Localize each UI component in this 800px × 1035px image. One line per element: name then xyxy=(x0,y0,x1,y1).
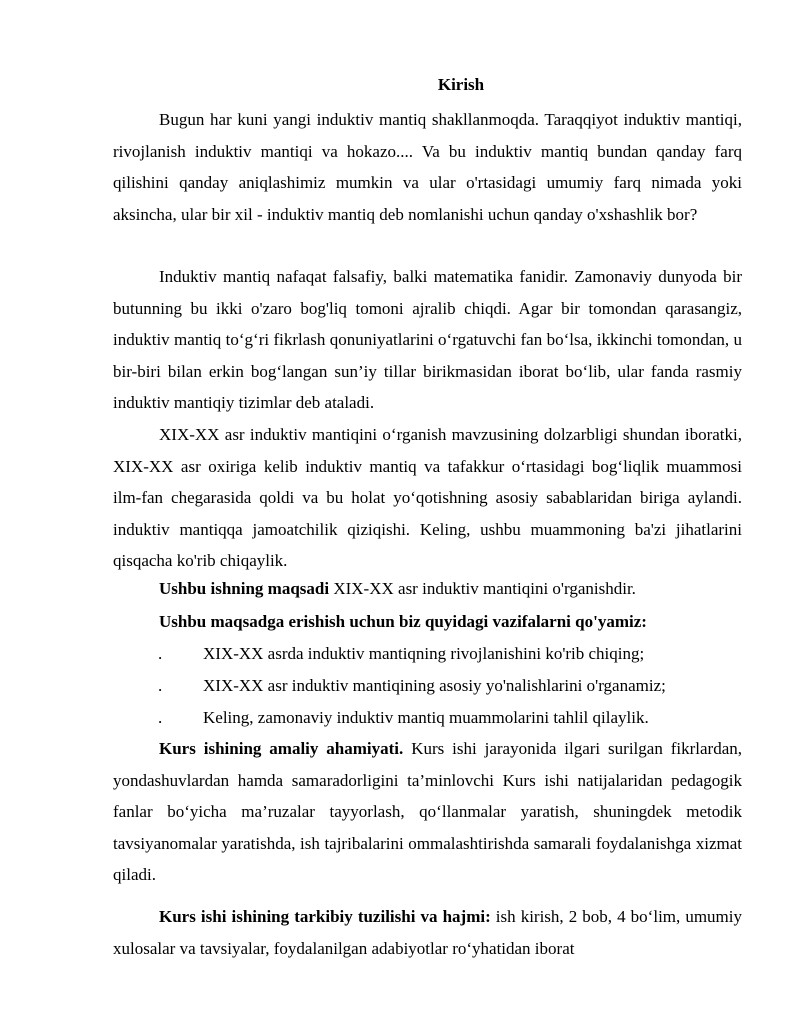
task-text: XIX-XX asrda induktiv mantiqning rivojlanishini ko'rib chiqing; xyxy=(203,644,645,663)
task-text: XIX-XX asr induktiv mantiqining asosiy yo'nalishlarini o'rganamiz; xyxy=(203,676,666,695)
goal-text: XIX-XX asr induktiv mantiqini o'rganishdir. xyxy=(329,579,636,598)
intro-paragraph-1: Bugun har kuni yangi induktiv mantiq shakllanmoqda. Taraqqiyot induktiv mantiqi, rivojlanish induktiv mantiqi va hokazo.... Va bu induktiv mantiq bundan qanday farq qilishini qanday aniqlashimiz mumkin va ular o'rtasidagi umumiy farq nimada yoki aksincha, ular bir xil - induktiv mantiq deb nomlanishi uchun qanday o'xshashlik bor? xyxy=(113,110,742,224)
intro-paragraph-2: Induktiv mantiq nafaqat falsafiy, balki matematika fanidir. Zamonaviy dunyoda bir butunning bu ikki o'zaro bog'liq tomoni ajralib chiqdi. Agar bir tomondan qarasangiz, induktiv mantiq to‘g‘ri fikrlash qonuniyatlarini o‘rgatuvchi fan bo‘lsa, ikkinchi tomondan, u bir-biri bilan erkin bog‘langan sun’iy tillar birikmasidan iborat bo‘lib, ular fanda rasmiy induktiv mantiqiy tizimlar deb ataladi. xyxy=(113,267,742,412)
list-bullet: . xyxy=(158,644,163,663)
structure-text: ish kirish, 2 bob, 4 bo‘lim, umumiy xulosalar va tavsiyalar, foydalanilgan adabiyotlar ro‘yhatidan iborat xyxy=(113,907,742,958)
practical-text: Kurs ishi jarayonida ilgari surilgan fikrlardan, yondashuvlardan hamda samaradorligini ta’minlovchi Kurs ishi natijalaridan pedagogik fanlar bo‘yicha ma’ruzalar tayyorlash, qo‘llanmalar yaratish, shuningdek metodik tavsiyanomalar yaratishda, ish tajribalarini ommalashtirishda samarali foydalanishga xizmat qiladi. xyxy=(113,739,742,884)
goal-label: Ushbu ishning maqsadi xyxy=(159,579,330,598)
intro-paragraph-3: XIX-XX asr induktiv mantiqini o‘rganish mavzusining dolzarbligi shundan iboratki, XIX-XX asr oxiriga kelib induktiv mantiq va tafakkur o‘rtasidagi bog‘liqlik muammosi ilm-fan chegarasida qoldi va bu holat yo‘qotishning asosiy sabablaridan biriga aylandi. induktiv mantiqqa jamoatchilik qiziqishi. Keling, ushbu muammoning ba'zi jihatlarini qisqacha ko'rib chiqaylik. xyxy=(113,425,742,570)
task-text: Keling, zamonaviy induktiv mantiq muammolarini tahlil qilaylik. xyxy=(203,708,649,727)
list-bullet: . xyxy=(158,676,163,695)
structure-label: Kurs ishi ishining tarkibiy tuzilishi va hajmi: xyxy=(159,907,491,926)
page-title: Kirish xyxy=(437,75,485,94)
goal-line xyxy=(159,577,636,601)
practical-paragraph xyxy=(113,733,742,891)
structure-paragraph xyxy=(113,901,742,964)
tasks-heading: Ushbu maqsadga erishish uchun biz quyidagi vazifalarni qo'yamiz: xyxy=(159,612,647,631)
list-bullet: . xyxy=(158,708,163,727)
practical-label: Kurs ishining amaliy ahamiyati. xyxy=(159,739,404,758)
